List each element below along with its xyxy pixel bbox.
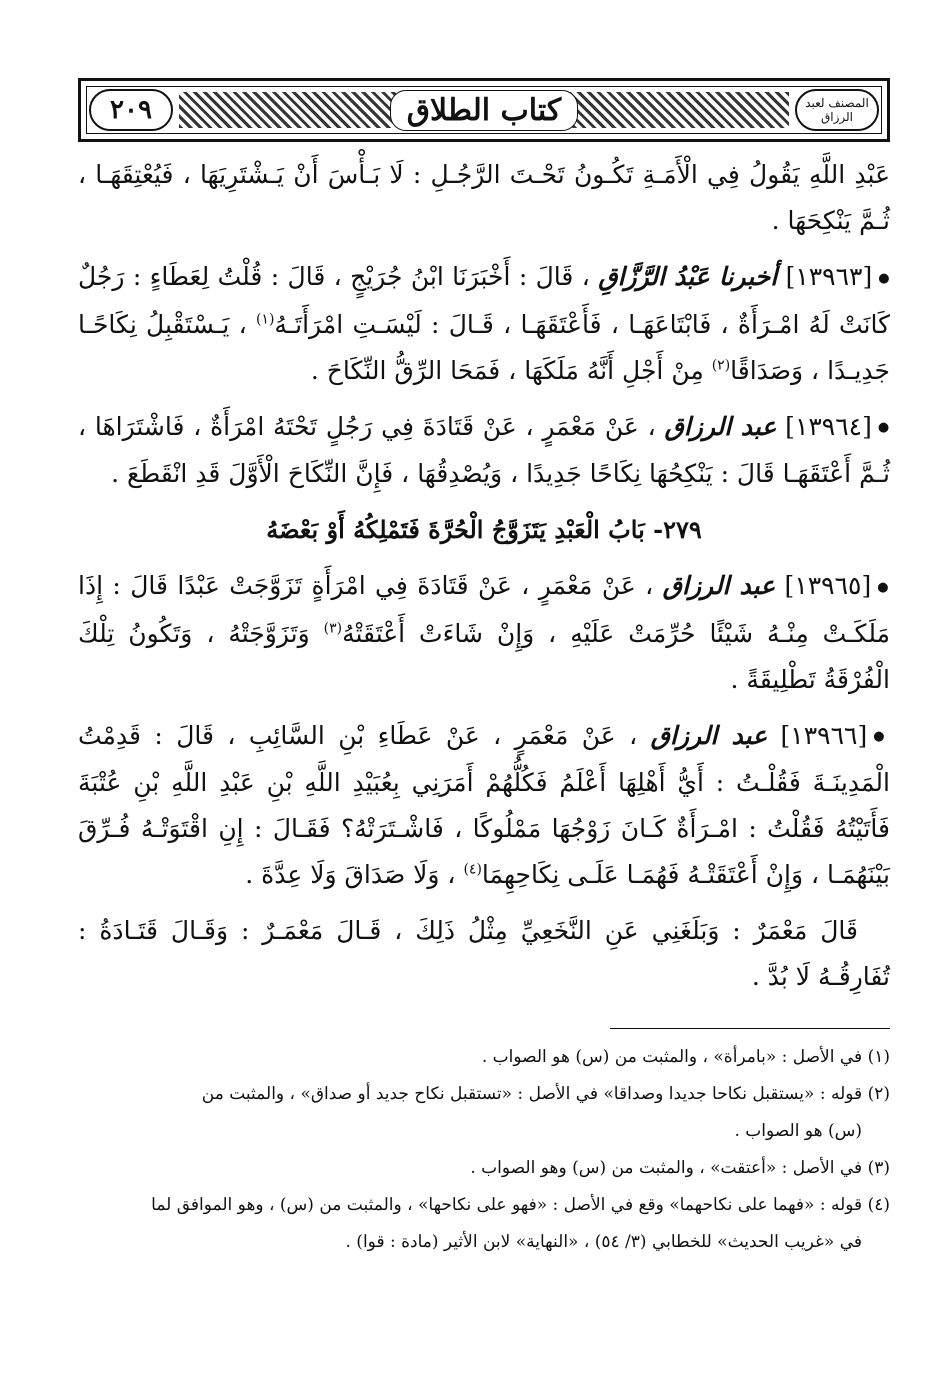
hadith-id: [١٣٩٦٤]: [785, 411, 872, 441]
hadith-id: [١٣٩٦٥]: [784, 571, 872, 600]
hadith-text: ، يَـسْتَقْبِلُ نِكَاحًـا جَدِيـدًا ، وَصَدَاقًا: [78, 309, 890, 385]
footnote-ref-4: (٤): [463, 861, 482, 878]
book-page: [78, 78, 890, 1263]
header-ornament-left: [179, 92, 415, 128]
footnote-4-continuation: في «غريب الحديث» للخطابي (٣/ ٥٤) ، «النهاية» لابن الأثير (مادة : قوا) .: [345, 1232, 862, 1252]
hadith-text: ، عَنْ مَعْمَرٍ ، عَنْ عَطَاءِ بْنِ السَّائِبِ ، قَالَ : قَدِمْتُ الْمَدِينَـةَ فَقُلْـتُ : أَيُّ أَهْلِهَا أَعْلَمُ فَكُلُّهُمْ أَمَرَنِي بِعُبَيْدِ اللَّهِ بْنِ عَبْدِ اللَّهِ بْنِ عُتْبَةَ فَأَتَيْتُهُ فَقُلْتُ : امْـرَأَةٌ كَـانَ زَوْجُهَا مَمْلُوكًا ، فَاشْـتَرَتْهُ؟ فَقَـالَ : إِنِ اقْتَوَتْـهُ فُـرِّقَ بَيْنَهُمَـا ، وَإِنْ أَعْتَقَتْـهُ فَهُمَـا عَلَـى نِكَاحِهِمَا: [78, 720, 890, 889]
hadith-text: ، وَلَا صَدَاقَ وَلَا عِدَّةَ .: [245, 860, 456, 889]
page-number: ٢٠٩: [89, 89, 173, 131]
hadith-text: وَتَزَوَّجَتْهُ ، وَتَكُونُ تِلْكَ الْفُرْقَةُ تَطْلِيقَةً .: [78, 618, 890, 694]
page-header: [78, 78, 890, 142]
narrator: عبد الرزاق: [650, 720, 768, 750]
footnote-2-continuation: (س) هو الصواب .: [734, 1121, 862, 1141]
hadith-text: ، عَنْ مَعْمَرٍ ، عَنْ قَتَادَةَ فِي رَجُلٍ تَحْتَهُ امْرَأَةٌ ، فَاشْتَرَاهَا ، ثُـمَّ أَعْتَقَهَـا قَالَ : يَنْكِحُهَا نِكَاحًا جَدِيدًا ، وَيُصْدِقُهَا ، فَإِنَّ النِّكَاحَ الْأَوَّلَ قَدِ انْقَطَعَ .: [78, 411, 890, 488]
chapter-heading: ٢٧٩- بَابُ الْعَبْدِ يَتَزَوَّجُ الْحُرَّةَ فَتَمْلِكُهُ أَوْ بَعْضَهُ: [266, 515, 702, 544]
footnote-ref-1: (١): [255, 311, 275, 328]
footnote-separator: [610, 1028, 890, 1029]
book-name-badge: المصنف لعبد الرزاق: [795, 89, 879, 131]
hadith-text: مِنْ أَجْلِ أَنَّهُ مَلَكَهَا ، فَمَحَا الرِّقُّ النِّكَاحَ .: [310, 355, 704, 385]
hadith-13966: [78, 713, 890, 899]
header-ornament-right: [553, 92, 789, 128]
footnote-1: (١) في الأصل : «بامرأة» ، والمثبت من (س) هو الصواب .: [481, 1047, 890, 1067]
footnote-3: (٣) في الأصل : «أعتقت» ، والمثبت من (س) وهو الصواب .: [470, 1158, 890, 1178]
chapter-title: كتاب الطلاق: [390, 90, 578, 131]
narrator: أخبرنا عَبْدُ الرَّزَّاقِ: [598, 262, 778, 291]
footnote-ref-3: (٣): [323, 620, 343, 637]
hadith-13964: [78, 404, 890, 498]
main-text: [78, 152, 890, 1000]
hadith-13963: [78, 254, 890, 394]
hadith-id: [١٣٩٦٣]: [785, 262, 873, 291]
hadith-13965: [78, 563, 890, 703]
footnote-4: (٤) قوله : «فهما على نكاحهما» وقع في الأصل : «فهو على نكاحها» ، والمثبت من (س) ، وهو الموافق لما: [151, 1195, 890, 1215]
narrator: عبد الرزاق: [664, 411, 777, 441]
footnotes: [78, 1041, 890, 1259]
closing-paragraph: قَالَ مَعْمَرٌ : وَبَلَغَنِي عَنِ النَّخَعِيِّ مِثْلُ ذَلِكَ ، قَـالَ مَعْمَـرٌ : وَقَـالَ قَتَـادَةُ : تُفَارِقُـهُ لَا بُدَّ .: [78, 916, 890, 991]
footnote-ref-2: (٢): [711, 357, 731, 374]
hadith-text: ، عَنْ مَعْمَرٍ ، عَنْ قَتَادَةَ فِي امْرَأَةٍ تَزَوَّجَتْ عَبْدًا قَالَ : إِذَا مَلَكَـتْ مِنْـهُ شَيْئًا حُرِّمَتْ عَلَيْهِ ، وَإِنْ شَاءَتْ أَعْتَقَتْهُ: [78, 571, 891, 648]
hadith-id: [١٣٩٦٦]: [780, 720, 868, 750]
hadith-text: ، قَالَ : أَخْبَرَنَا ابْنُ جُرَيْجٍ ، قَالَ : قُلْتُ لِعَطَاءٍ : رَجُلٌ كَانَتْ لَهُ امْـرَأَةٌ ، فَابْتَاعَهَـا ، فَأَعْتَقَهَـا ، قَـالَ : لَيْسَـتِ امْرَأَتَـهُ: [78, 262, 890, 339]
paragraph-continuation: عَبْدِ اللَّهِ يَقُولُ فِي الْأَمَـةِ تَكُـونُ تَحْـتَ الرَّجُـلِ : لَا بَـأْسَ أَنْ يَـشْتَرِيَهَا ، فَيُعْتِقَهَـا ، ثُـمَّ يَنْكِحَهَا .: [78, 160, 890, 235]
narrator: عبد الرزاق: [662, 571, 776, 600]
footnote-2: (٢) قوله : «يستقبل نكاحا جديدا وصداقا» في الأصل : «تستقبل نكاح جديد أو صداق» ، والمثبت من: [201, 1084, 890, 1104]
